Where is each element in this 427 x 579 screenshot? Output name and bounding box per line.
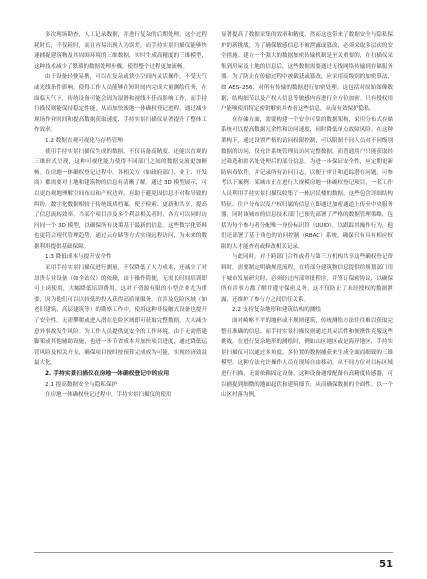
section-heading: 1.2 数据直观可视化与存档管理 — [45, 137, 123, 144]
section-heading: 1.3 降低成本与提升安全性 — [45, 254, 112, 261]
paragraph: 采用手持实景扫描仪进行测量，不仅降低了人力成本，还减少了对昂贵专业设备（如全站仪）的依赖，由于操作简便，无需长时间培训即可上岗使用，大幅降低培训费用。这对于资源有限的小型企业尤为重要，因为他们可以以较低的投入获得高质量服务。在涉及危险区域（如老旧建筑、高层建筑等）的勘察工作中，使用这种非接触式设备也提升了安全性。无需攀爬或进入潜在危险区域即可获取完整数据，大大减少意外事故发生风险。为工作人员提供更安全的工作环境，由于无需搭建脚架或其他辅助设施，也进一步节省成本并加快项目进度，通过降低运营风险及相关开支，确保项目按时按预算完成成为可能，实现经济效益最大化。 — [34, 265, 207, 367]
footer-rule — [34, 552, 393, 553]
paragraph: 多次现场勘查，人工记录数据，并进行复杂的后期处理，这个过程耗时长，不仅耗时，而且容易出现人为误差。而手持实景扫描仪能够快速捕捉建筑物及其周围环境的三维数据，实时生成高精度的三维模型，这种技术减少了繁琐的数据处理步骤，使得整个过程更加流畅。 — [34, 32, 207, 70]
paragraph: 由于设备轻便易携，可以在复杂或狭小空间内灵活操作，不受天气或光线条件影响，使得工作人员能够在短时间内完成大量测绘任务，在面临天气下，传统设备可能会因为湿滑和视线不佳而影响工作，而手持扫描仪则能保持稳定性能，从而加快竣地一体确权登记进程。通过减少现场作业时间和提高数据获取速度，手持实景扫描仪显著提升了整体工作效率。 — [34, 74, 207, 134]
section-heading: 2.2 支持复杂地形和建筑结构的测绘 — [232, 307, 321, 314]
paragraph: 显著提高了数据采集的效率和精度。然而这也带来了数据安全与隐私保护的新挑战。为了确保敏感信息不被泄露或篡改，必须采取多层次的安全措施。建立一个强大的数据加密传输机制是至关重要的，在扫描仪采集到房屋及土地的信息后，这些数据需要通过无线网络传输到存储服务器。为了防止在传输过程中被截获或篡改，应采用高级别的加密算法，如 AES–256，对所有传输的数据进行加密处理。这包括对原始图像数据、结构细节以及产权人信息等敏感内容进行全方位加密。只有授权用户能够使用特定密钥解密并查看这些信息，从而有效保护隐私。 — [221, 32, 393, 113]
right-column — [221, 30, 393, 401]
paragraph: 使用手持实景扫描仪生成的数据，不仅具备高精度，还能以直观的三维形式呈现，这种可视化能力使得不同部门之间的数据交流更加顺畅。在房地一体确权登记过程中，各相关方（如政府部门、业主、开发商）都需要对土地和建筑物的信息有清晰了解。通过 3D 模型展示，可以更直观地理解空间布局和产权边界，有助于避免因信息不对称导致的纠纷。数字化数据相较于传统纸质档案，便于检索、更新和共享，提高了信息流转效率，当某个项目涉及多个利益相关者时，各方可以同时访问同一个 3D 模型，以确保所有决策基于最新的信息。这些数字化资料也更符合现代管理趋势，通过云存储等方式实现远程访问，为未来的数据利用提供基础保障。 — [34, 148, 207, 250]
paragraph: 与此同时，对于跨部门合作或者与第三方机构共享这些确权登记资料时，需要制定明确规范流程，在将部分建筑物信息提供给规划部门用于城市发展研究时，必须经过内部审批程序，并签订保密协议，以确保所有涉事方都了解并遵守保密义务，这不仅防止了未经授权的数据泄露，还维护了参与方之间信任关系。 — [221, 254, 393, 303]
paragraph: 在存储方面，需要构建一个安全可靠的数据架构，采用分布式存储系统可以提高数据冗余性和访问速度，同时降低单点故障风险。在这种架构下，通过设置严格的访问权限控制，可以限制不同人员对不同级别数据的访问，仅允许系统管理员访问完整数据，而普通用户只能获取经过筛选和匿名处处理后的部分信息。为进一步保证安全性，应定期更新防病毒软件，并记录所有访问日志，以便于审计和追踪潜在问题。可参考以下案例：某城市正在进行大规模房地一体确权登记项目，一名工作人员利用手持实景扫描仪收集了一栋居民楼的数据，这些包含详细结构特征、住户分布以及户权归属的信息立即通过加密通道上传至中央服务器，同时该城市的信息技术部门已预先部署了严格的数据管理策略，包括为每个参与者分配唯一身份标识符（UUID），以跟踪其操作行为，他们还部署了基于角色的访问控制（RBAC）系统，确保只有具有相应权限的人才能查看或修改相关记录。 — [221, 116, 393, 250]
paragraph: 在房地一体确权登记过程中，手持实景扫描仪的使用 — [45, 392, 172, 399]
section-heading: 2. 手持实景扫描仪在房地一体确权登记中的应用 — [45, 371, 170, 377]
paragraph: 面对崎岖不平的地形或不规则建筑，传统测绘方法往往难以获取完整且准确的信息。而手持实景扫描仪则通过其灵活性和便携性克服这些挑战。在进行复杂地形的测绘时，例如山区地区或是海岸地区，手持实景扫描仪可以通过多角度、多位置的数据捕获来生成全面而细致的三维模型。这种方法允许操作人员在现场自由移动，从不同方位对目标区域进行扫描，无需依赖固定设备，这种设备通常配备有高精度传感器，可以捕捉到细微的地面起伏和建筑细节，从而确保数据的全面性。以一个山区村落为例， — [221, 318, 393, 399]
left-column — [34, 30, 207, 401]
page-number: 51 — [379, 559, 393, 570]
section-heading: 2.1 提高数据安全与隐私保护 — [45, 381, 118, 388]
